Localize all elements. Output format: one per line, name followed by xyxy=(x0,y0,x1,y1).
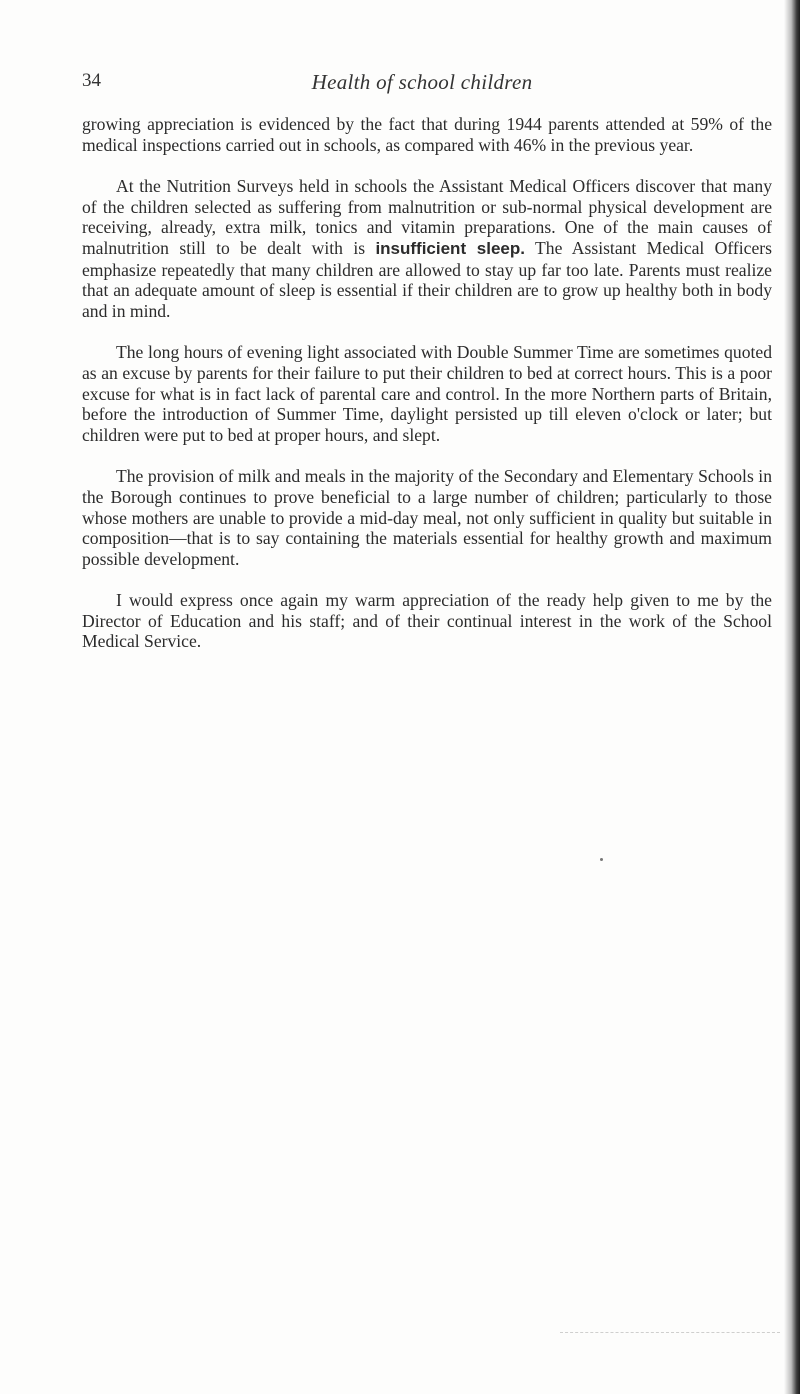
paragraph-summer-time: The long hours of evening light associated with Double Summer Time are sometimes quoted as an excuse by parents for their failure to put their children to bed at correct hours. This is a poor excuse for what is in fact lack of parental care and control. In the more Northern parts of Britain, before the introduction of Summer Time, daylight persisted up till eleven o'clock or later; but children were put to bed at proper hours, and slept. xyxy=(82,342,772,445)
emphasis-insufficient-sleep: insufficient sleep. xyxy=(375,238,525,258)
page-number: 34 xyxy=(82,70,101,91)
paragraph-text-before: At the Nutrition Surveys held in schools the Assistant Medical Officers discover that many of the children selected as suffering from malnutrition or sub-normal physical development are receiving, already, extra milk, tonics and vitamin preparations. One of the main causes of malnutrition still to be dealt with is xyxy=(82,176,772,258)
page-edge-shadow xyxy=(784,0,800,1394)
page-header xyxy=(82,70,762,100)
body-text xyxy=(82,114,772,652)
paper-speck xyxy=(600,858,603,861)
faint-scan-marks xyxy=(560,1332,780,1343)
paragraph-continuation: growing appreciation is evidenced by the fact that during 1944 parents attended at 59% of the medical inspections carried out in schools, as compared with 46% in the previous year. xyxy=(82,114,772,155)
paragraph-appreciation: I would express once again my warm appreciation of the ready help given to me by the Director of Education and his staff; and of their continual interest in the work of the School Medical Service. xyxy=(82,590,772,652)
running-title: Health of school children xyxy=(311,70,533,94)
paragraph-milk-and-meals: The provision of milk and meals in the majority of the Secondary and Elementary Schools in the Borough continues to prove beneficial to a large number of children; particularly to those whose mothers are unable to provide a mid-day meal, not only sufficient in quality but suitable in composition—that is to say containing the materials essential for healthy growth and maximum possible development. xyxy=(82,466,772,569)
paragraph-nutrition-surveys xyxy=(82,176,772,321)
paragraph-text-after: The Assistant Medical Officers emphasize repeatedly that many children are allowed to stay up far too late. Parents must realize that an adequate amount of sleep is essential if their children are to grow up healthy both in body and in mind. xyxy=(82,237,772,321)
